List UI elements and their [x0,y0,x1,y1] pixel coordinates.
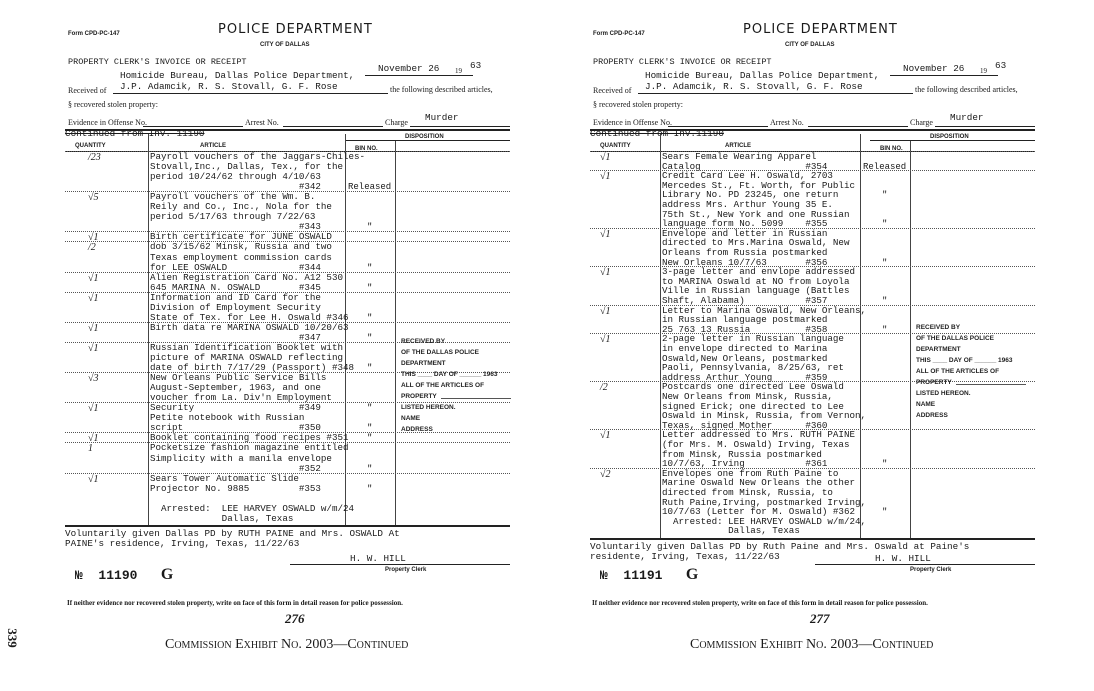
stamp-line: OF THE DALLAS POLICE DEPARTMENT [916,335,994,353]
table-bottom-rule [590,538,1035,540]
article-text: Pocketsize fashion magazine entitled [150,442,349,454]
continued-note: Continued from Inv. 11190 [65,128,205,139]
article-text: Security #349 [150,402,321,414]
bin-number: " [367,363,373,374]
arrest-label: Arrest No. [245,118,279,127]
article-text: Petite notebook with Russian [150,412,305,424]
quantity: √1 [88,473,99,485]
row-divider [590,228,1035,229]
bin-number: " [882,219,888,230]
stamp-line: NAME [401,415,421,422]
clerk-name: H. W. HILL [875,553,931,564]
side-page-number: 339 [4,628,20,648]
article-text: #347 [150,331,321,343]
form-subtitle: CITY OF DALLAS [785,42,835,48]
article-text: Mercedes St., Ft. Worth, for Public [662,179,855,191]
article-text: directed from Minsk, Russia, to [662,487,833,498]
page-number: 277 [810,611,830,626]
property-receipt-form [590,0,1035,691]
row-divider [65,322,510,323]
article-text: in envelope directed to Marina [662,343,828,354]
article-text: 10/7/63 (Letter for M. Oswald) #362 [662,506,855,518]
stamp-line: ALL OF THE ARTICLES OF PROPERTY [916,368,1000,386]
charge-value: Murder [425,112,459,123]
quantity: √1 [88,292,99,304]
article-text: New Orleans from Minsk, Russia, [662,391,833,402]
year-prefix: 19 [980,67,987,75]
bin-number: " [367,423,373,434]
article-text: Information and ID Card for the [150,291,321,303]
col-disposition: DISPOSITION [405,134,444,140]
page-number: 276 [285,611,305,626]
article-text: signed Erick; one directed to Lee [662,400,844,412]
stamp-line: RECEIVED BY [916,324,961,331]
article-text: in Russian language postmarked [662,314,828,326]
stamp-line: RECEIVED BY [401,338,446,345]
row-divider [590,266,1035,267]
row-divider [65,442,510,443]
col-article: ARTICLE [200,143,226,149]
bin-number: " [367,463,373,474]
quantity: √1 [600,228,611,240]
article-text: address Arthur Young #359 [662,371,828,383]
recovered-label: § recovered stolen property: [593,100,683,109]
col-bin: BIN NO. [880,146,903,152]
article-text: Oswald in Minsk, Russia, from Vernon, [662,410,866,422]
quantity: √1 [88,433,99,445]
date-value: November 26 [903,63,965,74]
article-text: Arrested: LEE HARVEY OSWALD w/m/24, [662,515,866,527]
article-line [590,517,1035,527]
article-text: Reily and Co., Inc., Nola for the [150,201,332,213]
stamp-line: THIS ____ DAY OF ______ 1963 [401,371,498,378]
stamp-line: ADDRESS [916,412,948,419]
received-from-line2: J.P. Adamcik, R. S. Stovall, G. F. Rose [645,81,863,92]
received-stamp [401,336,510,435]
year-value: 63 [995,60,1007,71]
number-suffix: G [685,566,699,583]
footnote: If neither evidence nor recovered stolen property, write on face of this form in detail reason for police possession. [592,599,928,607]
charge-label: Charge [385,118,408,127]
article-text: script #350 [150,422,321,434]
voluntarily-line: Voluntarily given Dallas PD by Ruth Paine and Mrs. Oswald at Paine's [590,541,970,552]
form-subtitle: CITY OF DALLAS [260,42,310,48]
year-value: 63 [470,60,482,71]
article-text: Marine Oswald New Orleans the other [662,477,855,489]
quantity: √5 [88,192,99,204]
bin-number: " [367,433,373,444]
article-line [65,484,510,494]
article-text: Texas employment commission cards [150,251,332,263]
bin-number: Released [348,182,392,193]
article-text: Library No. PD 23245, one return [662,189,839,201]
article-text: Texas, signed Mother #360 [662,419,828,431]
quantity: /2 [600,382,608,394]
invoice-number [600,566,698,584]
exhibit-caption: Commission Exhibit No. 2003—Continued [165,637,409,652]
article-text: Credit Card Lee H. Oswald, 2703 [662,170,833,182]
received-label: Received of [593,86,632,95]
date-value: November 26 [378,63,440,74]
property-receipt-form [65,0,510,691]
row-divider [65,473,510,474]
article-text: Ville in Russian language (Battles [662,285,850,297]
article-text: Dallas, Texas [662,525,800,537]
charge-value: Murder [950,112,984,123]
receipt-label: PROPERTY CLERK'S INVOICE OR RECEIPT [68,57,247,67]
article-text: Arrested: LEE HARVEY OSWALD w/m/24 [150,502,354,514]
article-text: Orleans from Russia postmarked [662,247,828,258]
stamp-line: LISTED HEREON. [916,390,971,397]
receipt-label: PROPERTY CLERK'S INVOICE OR RECEIPT [593,57,772,67]
article-text: New Orleans Public Service Bills [150,372,327,384]
clerk-name: H. W. HILL [350,553,406,564]
article-text: Shaft, Alabama) #357 [662,295,828,306]
exhibit-caption: Commission Exhibit No. 2003—Continued [690,637,934,652]
col-bin: BIN NO. [355,146,378,152]
number-value: 11191 [623,568,663,583]
received-stamp [916,322,1035,421]
article-line [65,454,510,464]
quantity: √2 [600,468,611,480]
clerk-label: Property Clerk [910,567,952,573]
article-text: Payroll vouchers of the Jaggars-Chiles- [150,151,366,162]
article-text: from Minsk, Russia postmarked [662,448,822,460]
row-divider [590,170,1035,171]
row-divider [65,151,510,152]
article-text: for LEE OSWALD #344 [150,261,321,273]
row-divider [65,272,510,273]
bin-number: " [882,507,888,518]
article-text: Sears Tower Automatic Slide [150,472,299,484]
bin-number: " [367,483,373,494]
quantity: √1 [600,152,611,163]
number-label: № [600,568,608,583]
row-divider [65,241,510,242]
article-text: dob 3/15/62 Minsk, Russia and two [150,241,332,253]
bin-number: " [882,296,888,306]
row-divider [590,429,1035,430]
voluntarily-line: PAINE's residence, Irving, Texas, 11/22/63 [65,538,300,549]
article-text: Letter addressed to Mrs. RUTH PAINE [662,429,855,441]
article-text: period 5/17/63 through 7/22/63 [150,211,316,223]
charge-label: Charge [910,118,933,127]
article-text: State of Tex. for Lee H. Oswald #346 [150,311,349,323]
stamp-line: THIS ____ DAY OF ______ 1963 [916,357,1013,364]
article-text: New Orleans 10/7/63 #356 [662,256,828,268]
continued-note: Continued from Inv.11190 [590,128,724,139]
form-id: Form CPD-PC-147 [593,31,645,37]
year-prefix: 19 [455,67,462,75]
bin-number: " [367,282,373,293]
article-text: voucher from La. Div'n Employment [150,392,332,404]
bin-number: " [367,312,373,323]
received-from-line2: J.P. Adamcik, R. S. Stovall, G. F. Rose [120,81,338,92]
form-title: POLICE DEPARTMENT [218,22,373,37]
voluntarily-line: Voluntarily given Dallas PD by RUTH PAINE and Mrs. OSWALD At [65,528,400,539]
article-text: (for Mrs. M. Oswald) Irving, Texas [662,439,850,450]
article-text: address Mrs. Arthur Young 35 E. [662,199,833,210]
arrest-label: Arrest No. [770,118,804,127]
bin-number: " [882,190,888,201]
article-text: Ruth Paine,Irving, postmarked Irving, [662,496,866,508]
article-text: Birth data re MARINA OSWALD 10/20/63 [150,321,349,333]
recovered-label: § recovered stolen property: [68,100,158,109]
quantity: /23 [88,152,101,163]
article-text: language form No. 5099 #355 [662,218,828,230]
article-text: Oswald,New Orleans, postmarked [662,352,828,364]
article-text: picture of MARINA OSWALD reflecting [150,352,343,363]
form-id: Form CPD-PC-147 [68,31,120,37]
stamp-line: LISTED HEREON. [401,404,456,411]
article-line [590,526,1035,536]
row-divider [590,151,1035,152]
article-text: #342 [150,181,321,193]
quantity: √1 [88,322,99,334]
quantity: /2 [88,242,96,254]
col-quantity: QUANTITY [75,143,106,149]
stamp-line: NAME [916,401,936,408]
evidence-label: Evidence in Offense No. [68,118,147,127]
row-divider [65,191,510,192]
bin-number: Released [863,161,907,172]
bin-number: " [882,324,888,335]
quantity: √1 [88,403,99,415]
quantity: √1 [600,305,611,317]
stamp-line: ADDRESS [401,426,433,433]
article-text: Division of Employment Security [150,301,321,313]
stamp-line: ALL OF THE ARTICLES OF PROPERTY [401,382,485,400]
article-text: Catalog #354 [662,160,828,172]
quantity: √1 [600,171,611,183]
article-text: Birth certificate for JUNE OSWALD [150,231,332,243]
article-text: 25 763 13 Russia #358 [662,323,828,335]
quantity: √1 [88,272,99,284]
bin-number: " [367,222,373,233]
article-text: directed to Mrs.Marina Oswald, New [662,237,850,249]
evidence-label: Evidence in Offense No. [593,118,672,127]
article-text: Alien Registration Card No. A12 530 [150,271,343,283]
article-text: Booklet containing food recipes #351 [150,432,349,444]
bin-number: " [882,257,888,268]
article-line [65,253,510,263]
article-text: to MARINA Oswald at NO from Loyola [662,275,850,287]
article-text: 645 MARINA N. OSWALD #345 [150,281,321,293]
col-article: ARTICLE [725,143,751,149]
clerk-label: Property Clerk [385,567,427,573]
invoice-number [75,566,173,584]
received-from-line1: Homicide Bureau, Dallas Police Department, [120,70,355,81]
row-divider [590,468,1035,469]
article-text: Sears Female Wearing Apparel [662,151,817,162]
bin-number: " [367,403,373,414]
row-divider [65,231,510,232]
article-text: #352 [150,462,321,474]
quantity: √1 [88,342,99,354]
article-line [65,443,510,453]
stamp-line: OF THE DALLAS POLICE DEPARTMENT [401,349,479,367]
quantity: √1 [88,232,99,244]
following-label: the following described articles, [390,85,493,94]
table-bottom-rule [65,525,510,527]
quantity: √1 [600,334,611,346]
quantity: 1 [88,443,93,455]
voluntarily-line: residente, Irving, Texas, 11/22/63 [590,551,780,562]
quantity: √1 [600,267,611,279]
article-text: period 10/24/62 through 4/10/63 [150,171,321,183]
article-text: August-September, 1963, and one [150,382,321,394]
article-text: Envelopes one from Ruth Paine to [662,467,839,479]
col-quantity: QUANTITY [600,143,631,149]
number-value: 11190 [98,568,138,583]
bin-number: " [367,262,373,273]
bin-number: " [882,459,888,470]
article-text: Projector No. 9885 #353 [150,482,321,494]
article-text: Simplicity with a manila envelope [150,452,332,464]
article-text: Letter to Marina Oswald, New Orleans, [662,304,866,316]
col-disposition: DISPOSITION [930,134,969,140]
article-line [65,514,510,524]
article-text: date of birth 7/17/29 (Passport) #348 [150,362,354,374]
article-text: Dallas, Texas [150,512,294,524]
number-suffix: G [160,566,174,583]
article-text: Stovall,Inc., Dallas, Tex., for the [150,161,343,173]
article-text: 75th St., New York and one Russian [662,208,850,220]
article-text: Paoli, Pennsylvania, 8/25/63, ret [662,362,844,374]
handwritten-signature [956,374,1026,385]
received-label: Received of [68,86,107,95]
form-title: POLICE DEPARTMENT [743,22,898,37]
article-text: #343 [150,221,321,233]
footnote: If neither evidence nor recovered stolen property, write on face of this form in detail reason for police possession. [67,599,403,607]
article-text: Postcards one directed Lee Oswald [662,381,844,393]
row-divider [65,292,510,293]
row-divider [590,305,1035,306]
bin-number: " [367,332,373,343]
received-from-line1: Homicide Bureau, Dallas Police Department, [645,70,880,81]
article-text: Payroll vouchers of the Wm. B. [150,191,316,203]
article-text: 10/7/63, Irving #361 [662,458,828,470]
following-label: the following described articles, [915,85,1018,94]
article-text: Envelope and letter in Russian [662,227,828,239]
article-text: Russian Identification Booklet with [150,341,343,353]
article-text: 3-page letter and envlope addressed [662,266,855,278]
quantity: √1 [600,430,611,442]
number-label: № [75,568,83,583]
article-line [65,242,510,252]
quantity: √3 [88,373,99,385]
handwritten-signature [441,388,511,399]
article-text: 2-page letter in Russian language [662,333,844,345]
